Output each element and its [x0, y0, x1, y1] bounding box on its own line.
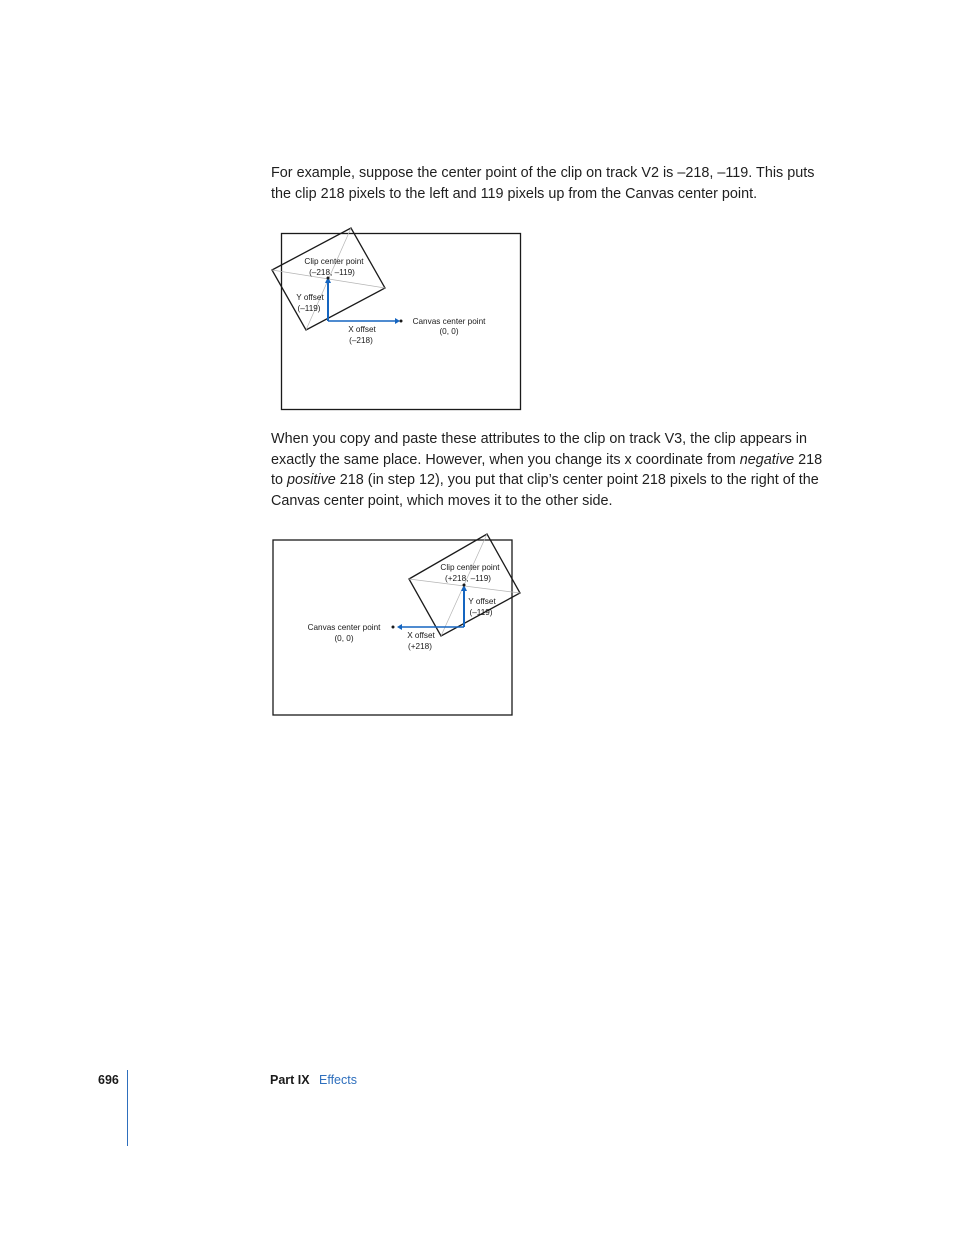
page-number: 696	[98, 1073, 119, 1087]
x-offset-arrowhead	[397, 624, 402, 630]
y-offset-label: Y offset	[296, 293, 324, 302]
y-offset-label: Y offset	[468, 597, 496, 606]
clip-center-coords: (–218, –119)	[309, 268, 355, 277]
canvas-center-dot	[392, 626, 395, 629]
emphasis-negative: negative	[739, 451, 795, 468]
canvas-center-label: Canvas center point	[307, 623, 381, 632]
footer-divider	[127, 1070, 128, 1146]
paragraph-explanation-part3: 218 (in step 12), you put that clip’s center point 218 pixels to the right of the Canvas center point, which moves it to the other side.	[271, 472, 819, 509]
canvas-center-coords: (0, 0)	[334, 634, 354, 643]
emphasis-positive: positive	[287, 472, 336, 488]
clip-center-label: Clip center point	[304, 257, 364, 266]
canvas-center-label: Canvas center point	[412, 317, 486, 326]
x-offset-value: (–218)	[349, 336, 373, 345]
footer-section-link[interactable]: Effects	[319, 1073, 357, 1087]
clip-center-coords: (+218, –119)	[444, 574, 492, 583]
footer-part-label: Part IX	[270, 1073, 310, 1087]
clip-center-dot	[463, 584, 466, 587]
y-offset-value: (–119)	[297, 304, 321, 313]
canvas-center-coords: (0, 0)	[439, 327, 459, 336]
y-offset-value: (–119)	[469, 608, 493, 617]
x-offset-value: (+218)	[408, 642, 432, 651]
paragraph-example-text: For example, suppose the center point of the clip on track V2 is –218, –119. This puts the clip 218 pixels to the left and 119 pixels up from the Canvas center point.	[271, 165, 815, 202]
paragraph-explanation-part2: 218 to	[271, 451, 823, 488]
paragraph-explanation-part1: When you copy and paste these attributes to the clip on track V3, the clip appears in exactly the same place. However, when you change its x coordinate from	[271, 431, 807, 468]
x-offset-label: X offset	[407, 631, 435, 640]
x-offset-label: X offset	[348, 325, 376, 334]
clip-center-label: Clip center point	[440, 563, 500, 572]
